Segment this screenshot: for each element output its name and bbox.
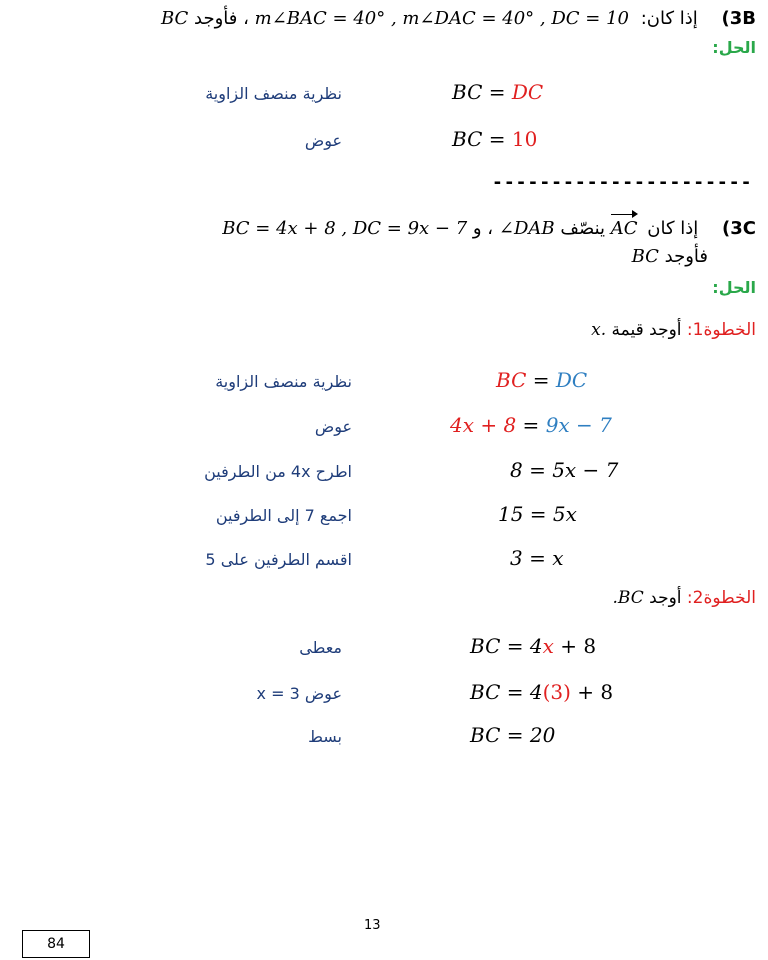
- q3c-given-math: BC = 4x + 8 , DC = 9x − 7: [222, 218, 468, 239]
- step1-eq-1: BC = DC: [496, 368, 588, 392]
- step2-reason-3: بسط: [308, 727, 342, 746]
- q3b-statement: [161, 8, 756, 29]
- step1-reason-1: نظرية منصف الزاوية: [215, 372, 352, 391]
- q3b-number: (3B: [721, 8, 756, 29]
- step2-eq-1: BC = 4x + 8: [470, 634, 597, 658]
- q3c-find-line: BC فأوجد: [631, 246, 708, 267]
- q3c-statement: [222, 218, 756, 239]
- q3c-prefix: إذا كان: [647, 218, 699, 239]
- q3b-eq-2: BC = 10: [452, 127, 538, 151]
- q3c-solution-label: الحل:: [712, 278, 756, 297]
- q3b-reason-1: نظرية منصف الزاوية: [205, 84, 342, 103]
- q3c-step2-heading: .BC أوجد الخطوة2:: [612, 588, 756, 608]
- step1-reason-3: اطرح 4x من الطرفين: [204, 462, 352, 481]
- step1-eq-4: 15 = 5x: [498, 502, 577, 526]
- page-number-center: 13: [364, 918, 381, 933]
- step2-reason-1: معطى: [299, 638, 342, 657]
- step1-reason-2: عوض: [314, 417, 352, 436]
- q3c-ray-ac: AC: [610, 218, 638, 239]
- step2-reason-2: عوض 3 = x: [256, 684, 342, 703]
- step2-eq-2: BC = 4(3) + 8: [470, 680, 614, 704]
- q3b-reason-2: عوض: [304, 131, 342, 150]
- q3c-and-word: ، و: [472, 218, 494, 239]
- separator-line: ----------------------: [492, 172, 753, 193]
- page-number-box: 84: [22, 930, 90, 958]
- step1-reason-5: اقسم الطرفين على 5: [205, 550, 352, 569]
- q3b-prefix: إذا كان:: [640, 8, 698, 29]
- step2-eq-3: BC = 20: [470, 723, 556, 747]
- q3c-step1-heading: x. أوجد قيمة الخطوة1:: [591, 320, 756, 340]
- step1-reason-4: اجمع 7 إلى الطرفين: [215, 506, 352, 525]
- step1-eq-5: 3 = x: [510, 546, 564, 570]
- q3c-bisects: ينصّف: [560, 218, 606, 239]
- q3b-eq-1: BC = DC: [452, 80, 544, 104]
- q3c-number: (3C: [722, 218, 756, 239]
- q3c-angle: ∠DAB: [498, 218, 555, 239]
- q3b-solution-label: الحل:: [712, 38, 756, 57]
- q3b-find-word: ، فأوجد: [194, 8, 249, 29]
- step1-eq-3: 8 = 5x − 7: [510, 458, 619, 482]
- q3b-given-math: m∠BAC = 40° , m∠DAC = 40° , DC = 10: [254, 8, 629, 29]
- q3b-find-math: BC: [160, 8, 189, 29]
- step1-eq-2: 4x + 8 = 9x − 7: [450, 413, 612, 437]
